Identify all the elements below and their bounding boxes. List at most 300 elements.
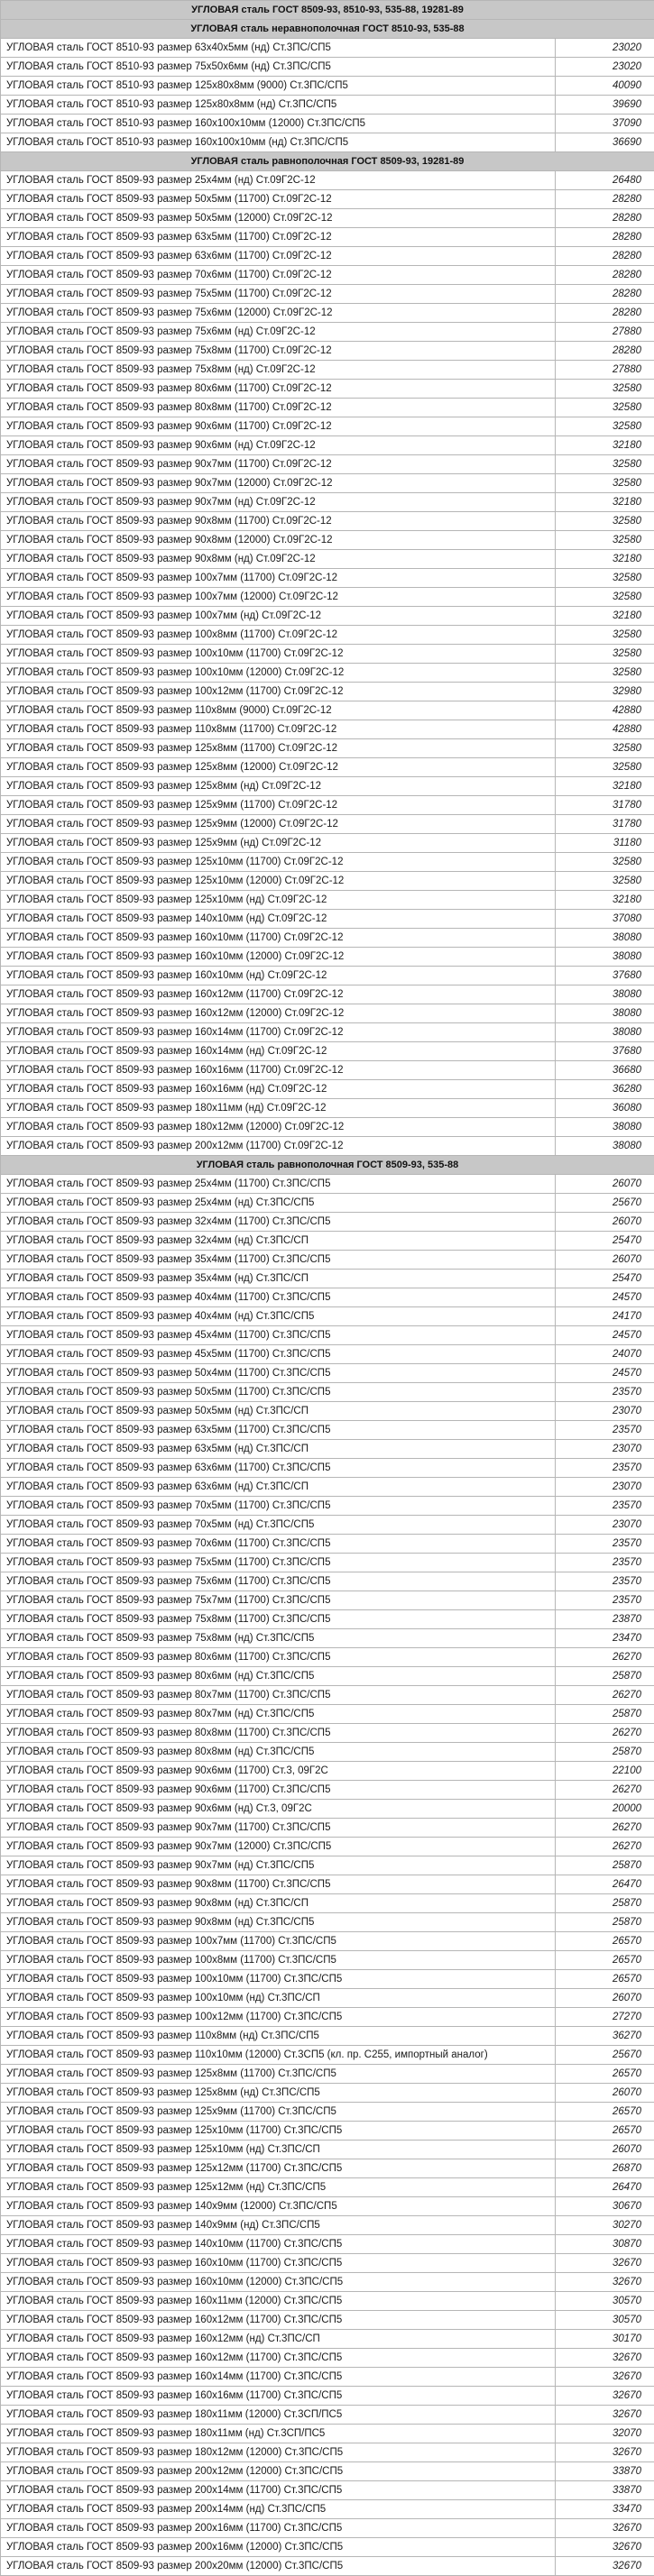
table-row	[1, 342, 654, 361]
product-name: УГЛОВАЯ сталь ГОСТ 8509-93 размер 63х6мм (11700) Ст.3ПС/СП5	[1, 1459, 556, 1478]
product-price: 28280	[556, 209, 654, 228]
product-price: 30570	[556, 2292, 654, 2311]
product-price: 32580	[556, 474, 654, 493]
product-price: 42880	[556, 701, 654, 720]
product-price: 32670	[556, 2349, 654, 2368]
table-row	[1, 1061, 654, 1080]
table-row	[1, 2159, 654, 2178]
product-name: УГЛОВАЯ сталь ГОСТ 8509-93 размер 75х6мм (нд) Ст.09Г2С-12	[1, 323, 556, 342]
table-row	[1, 645, 654, 664]
product-price: 30670	[556, 2197, 654, 2216]
product-price: 32180	[556, 607, 654, 626]
table-row	[1, 2027, 654, 2046]
product-price: 26270	[556, 1838, 654, 1856]
table-row	[1, 247, 654, 266]
product-name: УГЛОВАЯ сталь ГОСТ 8509-93 размер 80х8мм (11700) Ст.09Г2С-12	[1, 399, 556, 417]
product-price: 32580	[556, 588, 654, 607]
table-row	[1, 1951, 654, 1970]
table-row	[1, 739, 654, 758]
table-row	[1, 1080, 654, 1099]
product-name: УГЛОВАЯ сталь ГОСТ 8509-93 размер 160х12мм (11700) Ст.09Г2С-12	[1, 985, 556, 1004]
product-name: УГЛОВАЯ сталь ГОСТ 8509-93 размер 25х4мм (11700) Ст.3ПС/СП5	[1, 1175, 556, 1194]
product-price: 20000	[556, 1800, 654, 1819]
product-name: УГЛОВАЯ сталь ГОСТ 8509-93 размер 45х4мм (11700) Ст.3ПС/СП5	[1, 1326, 556, 1345]
table-row	[1, 228, 654, 247]
product-price: 23470	[556, 1629, 654, 1648]
table-row	[1, 550, 654, 569]
product-name: УГЛОВАЯ сталь ГОСТ 8509-93 размер 160х10мм (11700) Ст.3ПС/СП5	[1, 2254, 556, 2273]
product-name: УГЛОВАЯ сталь ГОСТ 8509-93 размер 200х20мм (12000) Ст.3ПС/СП5	[1, 2557, 556, 2576]
product-name: УГЛОВАЯ сталь ГОСТ 8509-93 размер 80х7мм (нд) Ст.3ПС/СП5	[1, 1705, 556, 1724]
product-price: 23870	[556, 1610, 654, 1629]
product-price: 25870	[556, 1743, 654, 1762]
product-name: УГЛОВАЯ сталь ГОСТ 8509-93 размер 90х7мм (12000) Ст.09Г2С-12	[1, 474, 556, 493]
product-price: 28280	[556, 304, 654, 323]
table-row	[1, 607, 654, 626]
product-name: УГЛОВАЯ сталь ГОСТ 8509-93 размер 90х8мм (11700) Ст.09Г2С-12	[1, 512, 556, 531]
table-row	[1, 1516, 654, 1535]
table-row	[1, 1004, 654, 1023]
product-name: УГЛОВАЯ сталь ГОСТ 8509-93 размер 100х10мм (нд) Ст.3ПС/СП	[1, 1989, 556, 2008]
table-row	[1, 512, 654, 531]
product-name: УГЛОВАЯ сталь ГОСТ 8509-93 размер 160х10мм (нд) Ст.09Г2С-12	[1, 967, 556, 985]
product-name: УГЛОВАЯ сталь ГОСТ 8510-93 размер 125х80х8мм (9000) Ст.3ПС/СП5	[1, 77, 556, 96]
product-price: 26270	[556, 1648, 654, 1667]
product-name: УГЛОВАЯ сталь ГОСТ 8509-93 размер 125х9мм (нд) Ст.09Г2С-12	[1, 834, 556, 853]
product-name: УГЛОВАЯ сталь ГОСТ 8509-93 размер 160х14мм (нд) Ст.09Г2С-12	[1, 1042, 556, 1061]
product-price: 32180	[556, 891, 654, 910]
table-row	[1, 588, 654, 607]
product-name: УГЛОВАЯ сталь ГОСТ 8509-93 размер 75х8мм (11700) Ст.3ПС/СП5	[1, 1610, 556, 1629]
product-name: УГЛОВАЯ сталь ГОСТ 8509-93 размер 70х5мм (нд) Ст.3ПС/СП5	[1, 1516, 556, 1535]
table-row	[1, 1307, 654, 1326]
section-header-row	[1, 152, 654, 171]
table-row	[1, 701, 654, 720]
product-price: 38080	[556, 1023, 654, 1042]
product-price: 24170	[556, 1307, 654, 1326]
table-row	[1, 2311, 654, 2330]
product-name: УГЛОВАЯ сталь ГОСТ 8509-93 размер 180х12мм (12000) Ст.09Г2С-12	[1, 1118, 556, 1137]
table-row	[1, 910, 654, 929]
table-row	[1, 1364, 654, 1383]
table-row	[1, 853, 654, 872]
product-price: 28280	[556, 285, 654, 304]
product-price: 42880	[556, 720, 654, 739]
product-name: УГЛОВАЯ сталь ГОСТ 8509-93 размер 125х8мм (12000) Ст.09Г2С-12	[1, 758, 556, 777]
table-row	[1, 531, 654, 550]
table-row	[1, 1137, 654, 1156]
table-row	[1, 2462, 654, 2481]
product-price: 26570	[556, 2103, 654, 2122]
product-name: УГЛОВАЯ сталь ГОСТ 8509-93 размер 75х6мм (12000) Ст.09Г2С-12	[1, 304, 556, 323]
product-name: УГЛОВАЯ сталь ГОСТ 8509-93 размер 90х8мм (12000) Ст.09Г2С-12	[1, 531, 556, 550]
table-row	[1, 1554, 654, 1572]
table-row	[1, 796, 654, 815]
table-row	[1, 967, 654, 985]
table-row	[1, 399, 654, 417]
product-name: УГЛОВАЯ сталь ГОСТ 8509-93 размер 70х5мм (11700) Ст.3ПС/СП5	[1, 1497, 556, 1516]
table-row	[1, 171, 654, 190]
table-row	[1, 1667, 654, 1686]
table-row	[1, 1459, 654, 1478]
product-price: 38080	[556, 1004, 654, 1023]
product-name: УГЛОВАЯ сталь ГОСТ 8509-93 размер 90х7мм (11700) Ст.09Г2С-12	[1, 455, 556, 474]
product-price: 36080	[556, 1099, 654, 1118]
table-row	[1, 2387, 654, 2406]
product-name: УГЛОВАЯ сталь ГОСТ 8509-93 размер 160х12мм (11700) Ст.3ПС/СП5	[1, 2349, 556, 2368]
product-price: 32580	[556, 626, 654, 645]
product-name: УГЛОВАЯ сталь ГОСТ 8509-93 размер 80х7мм (11700) Ст.3ПС/СП5	[1, 1686, 556, 1705]
product-name: УГЛОВАЯ сталь ГОСТ 8509-93 размер 200х12мм (12000) Ст.3ПС/СП5	[1, 2462, 556, 2481]
table-row	[1, 834, 654, 853]
table-row	[1, 1118, 654, 1137]
product-name: УГЛОВАЯ сталь ГОСТ 8509-93 размер 160х14мм (11700) Ст.3ПС/СП5	[1, 2368, 556, 2387]
product-price: 32580	[556, 531, 654, 550]
table-row	[1, 133, 654, 152]
product-price: 32580	[556, 872, 654, 891]
product-price: 24570	[556, 1288, 654, 1307]
table-row	[1, 2368, 654, 2387]
product-name: УГЛОВАЯ сталь ГОСТ 8509-93 размер 75х8мм (нд) Ст.3ПС/СП5	[1, 1629, 556, 1648]
product-price: 32580	[556, 399, 654, 417]
product-name: УГЛОВАЯ сталь ГОСТ 8509-93 размер 180х11мм (12000) Ст.3СП/ПС5	[1, 2406, 556, 2425]
product-price: 32670	[556, 2368, 654, 2387]
table-row	[1, 2103, 654, 2122]
product-name: УГЛОВАЯ сталь ГОСТ 8509-93 размер 125х10мм (11700) Ст.3ПС/СП5	[1, 2122, 556, 2141]
table-row	[1, 455, 654, 474]
product-name: УГЛОВАЯ сталь ГОСТ 8510-93 размер 75х50х6мм (нд) Ст.3ПС/СП5	[1, 58, 556, 77]
product-price: 25870	[556, 1894, 654, 1913]
product-price: 26470	[556, 1875, 654, 1894]
product-price: 28280	[556, 190, 654, 209]
product-price: 24070	[556, 1345, 654, 1364]
table-row	[1, 815, 654, 834]
product-price: 26070	[556, 1989, 654, 2008]
table-row	[1, 1213, 654, 1232]
table-row	[1, 1610, 654, 1629]
table-row	[1, 96, 654, 115]
product-name: УГЛОВАЯ сталь ГОСТ 8509-93 размер 125х8мм (11700) Ст.3ПС/СП5	[1, 2065, 556, 2084]
table-row	[1, 1497, 654, 1516]
section-header: УГЛОВАЯ сталь равнополочная ГОСТ 8509-93, 19281-89	[1, 152, 654, 171]
table-row	[1, 1175, 654, 1194]
product-price: 36690	[556, 133, 654, 152]
product-price: 32670	[556, 2273, 654, 2292]
table-row	[1, 569, 654, 588]
table-row	[1, 1743, 654, 1762]
product-name: УГЛОВАЯ сталь ГОСТ 8509-93 размер 140х9мм (12000) Ст.3ПС/СП5	[1, 2197, 556, 2216]
table-row	[1, 2519, 654, 2538]
product-price: 32580	[556, 512, 654, 531]
table-row	[1, 1326, 654, 1345]
product-price: 22100	[556, 1762, 654, 1781]
product-name: УГЛОВАЯ сталь ГОСТ 8509-93 размер 32х4мм (11700) Ст.3ПС/СП5	[1, 1213, 556, 1232]
product-name: УГЛОВАЯ сталь ГОСТ 8509-93 размер 100х10мм (11700) Ст.09Г2С-12	[1, 645, 556, 664]
product-price: 32580	[556, 645, 654, 664]
product-name: УГЛОВАЯ сталь ГОСТ 8509-93 размер 200х16мм (12000) Ст.3ПС/СП5	[1, 2538, 556, 2557]
product-name: УГЛОВАЯ сталь ГОСТ 8509-93 размер 125х10мм (11700) Ст.09Г2С-12	[1, 853, 556, 872]
table-row	[1, 1800, 654, 1819]
table-row	[1, 1440, 654, 1459]
product-name: УГЛОВАЯ сталь ГОСТ 8509-93 размер 160х12мм (12000) Ст.09Г2С-12	[1, 1004, 556, 1023]
table-row	[1, 115, 654, 133]
product-price: 38080	[556, 929, 654, 948]
product-name: УГЛОВАЯ сталь ГОСТ 8509-93 размер 180х11мм (нд) Ст.3СП/ПС5	[1, 2425, 556, 2443]
product-price: 23570	[556, 1591, 654, 1610]
product-price: 25470	[556, 1232, 654, 1251]
table-row	[1, 948, 654, 967]
product-name: УГЛОВАЯ сталь ГОСТ 8509-93 размер 50х5мм (12000) Ст.09Г2С-12	[1, 209, 556, 228]
product-price: 28280	[556, 266, 654, 285]
table-row	[1, 1932, 654, 1951]
section-header-row	[1, 1156, 654, 1175]
table-row	[1, 1762, 654, 1781]
product-price: 38080	[556, 985, 654, 1004]
table-row	[1, 2235, 654, 2254]
product-price: 25670	[556, 1194, 654, 1213]
product-price: 32180	[556, 436, 654, 455]
product-name: УГЛОВАЯ сталь ГОСТ 8509-93 размер 180х12мм (12000) Ст.3ПС/СП5	[1, 2443, 556, 2462]
product-name: УГЛОВАЯ сталь ГОСТ 8509-93 размер 70х6мм (11700) Ст.09Г2С-12	[1, 266, 556, 285]
product-name: УГЛОВАЯ сталь ГОСТ 8509-93 размер 63х6мм (нд) Ст.3ПС/СП	[1, 1478, 556, 1497]
section-header: УГЛОВАЯ сталь неравнополочная ГОСТ 8510-93, 535-88	[1, 20, 654, 39]
product-name: УГЛОВАЯ сталь ГОСТ 8509-93 размер 160х12мм (11700) Ст.3ПС/СП5	[1, 2311, 556, 2330]
table-row	[1, 2500, 654, 2519]
table-row	[1, 266, 654, 285]
product-price: 37680	[556, 1042, 654, 1061]
product-name: УГЛОВАЯ сталь ГОСТ 8509-93 размер 160х14мм (11700) Ст.09Г2С-12	[1, 1023, 556, 1042]
product-price: 26070	[556, 2084, 654, 2103]
product-name: УГЛОВАЯ сталь ГОСТ 8509-93 размер 125х12мм (11700) Ст.3ПС/СП5	[1, 2159, 556, 2178]
product-price: 32670	[556, 2519, 654, 2538]
table-row	[1, 777, 654, 796]
table-row	[1, 1781, 654, 1800]
product-name: УГЛОВАЯ сталь ГОСТ 8510-93 размер 160х100х10мм (12000) Ст.3ПС/СП5	[1, 115, 556, 133]
product-name: УГЛОВАЯ сталь ГОСТ 8509-93 размер 125х9мм (12000) Ст.09Г2С-12	[1, 815, 556, 834]
product-price: 30270	[556, 2216, 654, 2235]
section-header-row	[1, 1, 654, 20]
table-row	[1, 2425, 654, 2443]
product-name: УГЛОВАЯ сталь ГОСТ 8509-93 размер 90х6мм (11700) Ст.3, 09Г2С	[1, 1762, 556, 1781]
product-name: УГЛОВАЯ сталь ГОСТ 8509-93 размер 90х8мм (нд) Ст.3ПС/СП	[1, 1894, 556, 1913]
product-name: УГЛОВАЯ сталь ГОСТ 8509-93 размер 100х7мм (11700) Ст.3ПС/СП5	[1, 1932, 556, 1951]
product-price: 27880	[556, 323, 654, 342]
product-price: 32670	[556, 2443, 654, 2462]
product-name: УГЛОВАЯ сталь ГОСТ 8509-93 размер 160х10мм (11700) Ст.09Г2С-12	[1, 929, 556, 948]
table-row	[1, 493, 654, 512]
product-price: 26270	[556, 1724, 654, 1743]
product-price: 25870	[556, 1667, 654, 1686]
product-name: УГЛОВАЯ сталь ГОСТ 8510-93 размер 160х100х10мм (нд) Ст.3ПС/СП5	[1, 133, 556, 152]
product-name: УГЛОВАЯ сталь ГОСТ 8509-93 размер 32х4мм (нд) Ст.3ПС/СП	[1, 1232, 556, 1251]
product-price: 36270	[556, 2027, 654, 2046]
product-price: 26570	[556, 1951, 654, 1970]
product-price: 39690	[556, 96, 654, 115]
product-price: 33870	[556, 2462, 654, 2481]
product-price: 32670	[556, 2406, 654, 2425]
product-price: 25870	[556, 1705, 654, 1724]
product-price: 23570	[556, 1535, 654, 1554]
product-price: 26870	[556, 2159, 654, 2178]
product-name: УГЛОВАЯ сталь ГОСТ 8509-93 размер 90х7мм (нд) Ст.09Г2С-12	[1, 493, 556, 512]
table-row	[1, 2273, 654, 2292]
product-name: УГЛОВАЯ сталь ГОСТ 8509-93 размер 110х8мм (нд) Ст.3ПС/СП5	[1, 2027, 556, 2046]
table-row	[1, 1989, 654, 2008]
product-name: УГЛОВАЯ сталь ГОСТ 8509-93 размер 110х8мм (11700) Ст.09Г2С-12	[1, 720, 556, 739]
product-name: УГЛОВАЯ сталь ГОСТ 8509-93 размер 63х5мм (нд) Ст.3ПС/СП	[1, 1440, 556, 1459]
product-price: 25870	[556, 1856, 654, 1875]
table-row	[1, 474, 654, 493]
table-row	[1, 2178, 654, 2197]
table-row	[1, 2046, 654, 2065]
product-price: 23070	[556, 1402, 654, 1421]
table-row	[1, 664, 654, 683]
product-name: УГЛОВАЯ сталь ГОСТ 8509-93 размер 100х7мм (12000) Ст.09Г2С-12	[1, 588, 556, 607]
product-name: УГЛОВАЯ сталь ГОСТ 8509-93 размер 125х9мм (11700) Ст.3ПС/СП5	[1, 2103, 556, 2122]
table-row	[1, 1705, 654, 1724]
product-price: 26570	[556, 1932, 654, 1951]
product-name: УГЛОВАЯ сталь ГОСТ 8509-93 размер 75х7мм (11700) Ст.3ПС/СП5	[1, 1591, 556, 1610]
table-row	[1, 2254, 654, 2273]
table-row	[1, 436, 654, 455]
product-price: 32180	[556, 550, 654, 569]
product-name: УГЛОВАЯ сталь ГОСТ 8509-93 размер 160х16мм (11700) Ст.3ПС/СП5	[1, 2387, 556, 2406]
product-price: 24570	[556, 1364, 654, 1383]
product-name: УГЛОВАЯ сталь ГОСТ 8509-93 размер 50х4мм (11700) Ст.3ПС/СП5	[1, 1364, 556, 1383]
section-header-row	[1, 20, 654, 39]
product-name: УГЛОВАЯ сталь ГОСТ 8509-93 размер 160х11мм (12000) Ст.3ПС/СП5	[1, 2292, 556, 2311]
table-row	[1, 2330, 654, 2349]
product-price: 23070	[556, 1478, 654, 1497]
product-price: 26570	[556, 2122, 654, 2141]
table-row	[1, 417, 654, 436]
table-row	[1, 1629, 654, 1648]
table-row	[1, 1838, 654, 1856]
product-price: 37080	[556, 910, 654, 929]
table-row	[1, 1383, 654, 1402]
table-row	[1, 2197, 654, 2216]
product-name: УГЛОВАЯ сталь ГОСТ 8509-93 размер 160х10мм (12000) Ст.09Г2С-12	[1, 948, 556, 967]
table-row	[1, 2008, 654, 2027]
table-row	[1, 2538, 654, 2557]
product-price: 30570	[556, 2311, 654, 2330]
product-name: УГЛОВАЯ сталь ГОСТ 8509-93 размер 100х12мм (11700) Ст.3ПС/СП5	[1, 2008, 556, 2027]
table-row	[1, 1970, 654, 1989]
product-name: УГЛОВАЯ сталь ГОСТ 8509-93 размер 40х4мм (11700) Ст.3ПС/СП5	[1, 1288, 556, 1307]
product-name: УГЛОВАЯ сталь ГОСТ 8509-93 размер 125х10мм (нд) Ст.3ПС/СП	[1, 2141, 556, 2159]
table-row	[1, 1345, 654, 1364]
product-name: УГЛОВАЯ сталь ГОСТ 8510-93 размер 125х80х8мм (нд) Ст.3ПС/СП5	[1, 96, 556, 115]
product-price: 38080	[556, 1137, 654, 1156]
product-name: УГЛОВАЯ сталь ГОСТ 8509-93 размер 90х8мм (11700) Ст.3ПС/СП5	[1, 1875, 556, 1894]
table-row	[1, 1478, 654, 1497]
product-price: 23570	[556, 1421, 654, 1440]
table-row	[1, 1724, 654, 1743]
product-name: УГЛОВАЯ сталь ГОСТ 8509-93 размер 80х6мм (нд) Ст.3ПС/СП5	[1, 1667, 556, 1686]
product-price: 26070	[556, 1213, 654, 1232]
product-price: 30170	[556, 2330, 654, 2349]
product-name: УГЛОВАЯ сталь ГОСТ 8509-93 размер 75х5мм (11700) Ст.09Г2С-12	[1, 285, 556, 304]
product-name: УГЛОВАЯ сталь ГОСТ 8509-93 размер 90х7мм (11700) Ст.3ПС/СП5	[1, 1819, 556, 1838]
product-price: 32580	[556, 853, 654, 872]
product-name: УГЛОВАЯ сталь ГОСТ 8509-93 размер 140х10мм (11700) Ст.3ПС/СП5	[1, 2235, 556, 2254]
product-price: 23570	[556, 1497, 654, 1516]
product-price: 37680	[556, 967, 654, 985]
product-price: 32580	[556, 664, 654, 683]
table-row	[1, 285, 654, 304]
product-price: 32580	[556, 417, 654, 436]
product-name: УГЛОВАЯ сталь ГОСТ 8509-93 размер 100х8мм (11700) Ст.09Г2С-12	[1, 626, 556, 645]
table-row	[1, 2065, 654, 2084]
product-name: УГЛОВАЯ сталь ГОСТ 8509-93 размер 35х4мм (нд) Ст.3ПС/СП	[1, 1270, 556, 1288]
product-name: УГЛОВАЯ сталь ГОСТ 8509-93 размер 40х4мм (нд) Ст.3ПС/СП5	[1, 1307, 556, 1326]
product-name: УГЛОВАЯ сталь ГОСТ 8509-93 размер 25х4мм (нд) Ст.3ПС/СП5	[1, 1194, 556, 1213]
product-price: 32670	[556, 2387, 654, 2406]
product-price: 30870	[556, 2235, 654, 2254]
product-price: 26270	[556, 1819, 654, 1838]
product-name: УГЛОВАЯ сталь ГОСТ 8509-93 размер 200х12мм (11700) Ст.09Г2С-12	[1, 1137, 556, 1156]
product-price: 28280	[556, 228, 654, 247]
product-price: 23570	[556, 1459, 654, 1478]
table-row	[1, 720, 654, 739]
product-name: УГЛОВАЯ сталь ГОСТ 8509-93 размер 160х10мм (12000) Ст.3ПС/СП5	[1, 2273, 556, 2292]
product-name: УГЛОВАЯ сталь ГОСТ 8509-93 размер 63х6мм (11700) Ст.09Г2С-12	[1, 247, 556, 266]
product-price: 31780	[556, 796, 654, 815]
product-name: УГЛОВАЯ сталь ГОСТ 8509-93 размер 125х12мм (нд) Ст.3ПС/СП5	[1, 2178, 556, 2197]
product-name: УГЛОВАЯ сталь ГОСТ 8509-93 размер 35х4мм (11700) Ст.3ПС/СП5	[1, 1251, 556, 1270]
product-price: 31180	[556, 834, 654, 853]
table-row	[1, 1913, 654, 1932]
product-price: 32180	[556, 777, 654, 796]
section-header: УГЛОВАЯ сталь равнополочная ГОСТ 8509-93, 535-88	[1, 1156, 654, 1175]
product-name: УГЛОВАЯ сталь ГОСТ 8509-93 размер 50х5мм (нд) Ст.3ПС/СП	[1, 1402, 556, 1421]
table-row	[1, 77, 654, 96]
product-name: УГЛОВАЯ сталь ГОСТ 8509-93 размер 110х10мм (12000) Ст.3СП5 (кл. пр. С255, импортный аналог)	[1, 2046, 556, 2065]
product-price: 23570	[556, 1554, 654, 1572]
product-name: УГЛОВАЯ сталь ГОСТ 8509-93 размер 160х12мм (нд) Ст.3ПС/СП	[1, 2330, 556, 2349]
product-name: УГЛОВАЯ сталь ГОСТ 8509-93 размер 50х5мм (11700) Ст.09Г2С-12	[1, 190, 556, 209]
product-price: 36280	[556, 1080, 654, 1099]
product-price: 32580	[556, 758, 654, 777]
product-name: УГЛОВАЯ сталь ГОСТ 8509-93 размер 75х8мм (11700) Ст.09Г2С-12	[1, 342, 556, 361]
table-row	[1, 1894, 654, 1913]
product-price: 37090	[556, 115, 654, 133]
section-header: УГЛОВАЯ сталь ГОСТ 8509-93, 8510-93, 535-88, 19281-89	[1, 1, 654, 20]
table-row	[1, 2122, 654, 2141]
product-name: УГЛОВАЯ сталь ГОСТ 8509-93 размер 100х7мм (нд) Ст.09Г2С-12	[1, 607, 556, 626]
table-row	[1, 209, 654, 228]
product-price: 38080	[556, 948, 654, 967]
product-name: УГЛОВАЯ сталь ГОСТ 8509-93 размер 80х8мм (11700) Ст.3ПС/СП5	[1, 1724, 556, 1743]
product-price: 23020	[556, 58, 654, 77]
product-name: УГЛОВАЯ сталь ГОСТ 8509-93 размер 125х10мм (12000) Ст.09Г2С-12	[1, 872, 556, 891]
product-name: УГЛОВАЯ сталь ГОСТ 8509-93 размер 90х6мм (нд) Ст.09Г2С-12	[1, 436, 556, 455]
table-row	[1, 891, 654, 910]
product-price: 32180	[556, 493, 654, 512]
product-price: 25670	[556, 2046, 654, 2065]
table-row	[1, 929, 654, 948]
product-price: 26070	[556, 1175, 654, 1194]
table-row	[1, 1194, 654, 1213]
table-row	[1, 2349, 654, 2368]
product-name: УГЛОВАЯ сталь ГОСТ 8509-93 размер 90х6мм (11700) Ст.3ПС/СП5	[1, 1781, 556, 1800]
product-price: 32670	[556, 2557, 654, 2576]
product-name: УГЛОВАЯ сталь ГОСТ 8509-93 размер 160х16мм (нд) Ст.09Г2С-12	[1, 1080, 556, 1099]
table-row	[1, 872, 654, 891]
table-row	[1, 361, 654, 380]
product-name: УГЛОВАЯ сталь ГОСТ 8509-93 размер 63х5мм (11700) Ст.3ПС/СП5	[1, 1421, 556, 1440]
product-name: УГЛОВАЯ сталь ГОСТ 8510-93 размер 63х40х5мм (нд) Ст.3ПС/СП5	[1, 39, 556, 58]
